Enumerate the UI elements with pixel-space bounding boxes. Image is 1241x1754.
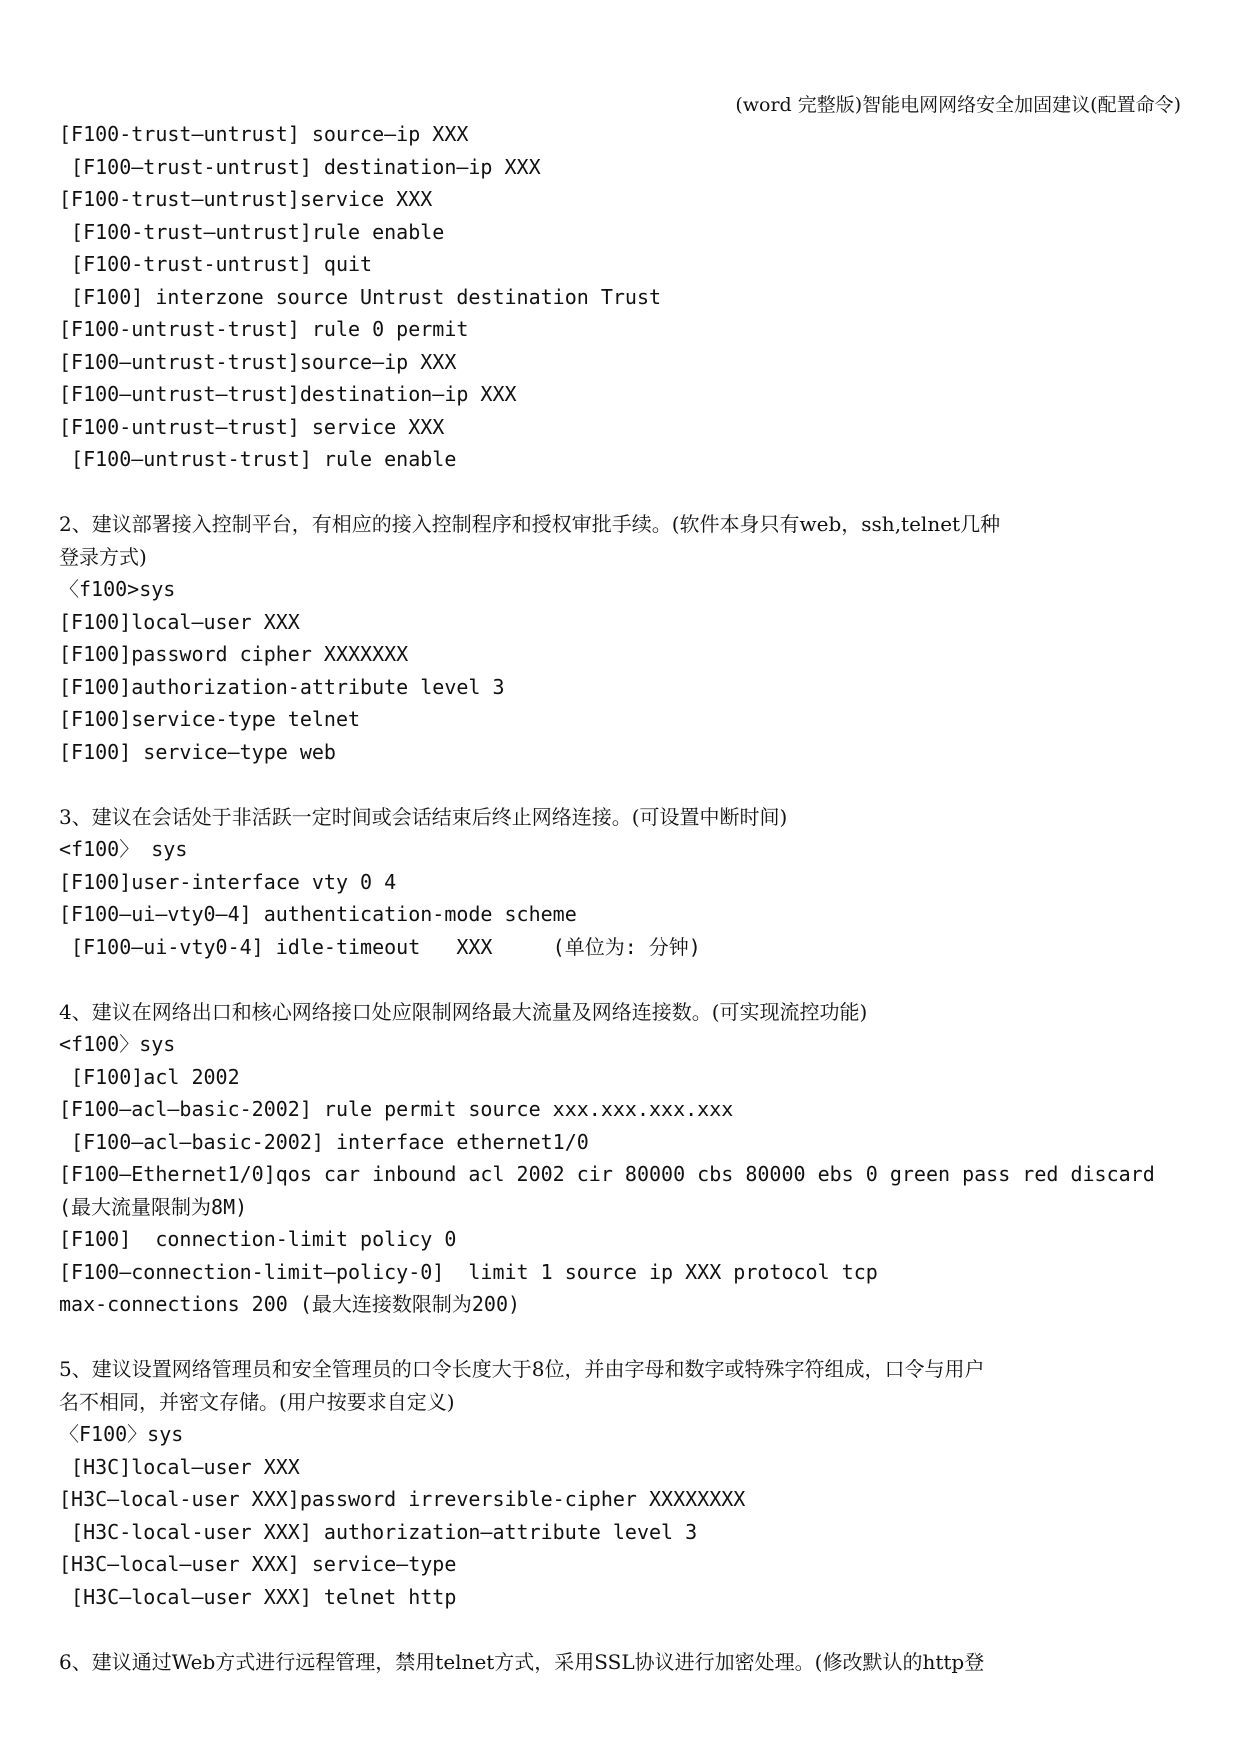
document-body <box>59 118 1184 1678</box>
code-line: [F100] connection-limit policy 0 <box>59 1227 457 1251</box>
section-heading: 5、建议设置网络管理员和安全管理员的口令长度大于8位，并由字母和数字或特殊字符组成，口令与用户 <box>59 1357 985 1381</box>
section-heading: 4、建议在网络出口和核心网络接口处应限制网络最大流量及网络连接数。(可实现流控功能) <box>59 999 868 1024</box>
code-line: (最大流量限制为8M) <box>59 1194 248 1219</box>
code-line: <f100〉 sys <box>59 837 188 861</box>
code-line: [F100—Ethernet1/0]qos car inbound acl 2002 cir 80000 cbs 80000 ebs 0 green pass red discard <box>59 1162 1155 1186</box>
section-heading: 6、建议通过Web方式进行远程管理，禁用telnet方式，采用SSL协议进行加密处理。(修改默认的http登 <box>59 1649 985 1674</box>
code-line: [H3C—local—user XXX] telnet http <box>59 1584 457 1609</box>
code-line: [H3C]local—user XXX <box>59 1454 300 1479</box>
code-line: [F100]acl 2002 <box>59 1064 240 1089</box>
code-line: [F100—connection-limit—policy-0] limit 1 source ip XXX protocol tcp <box>59 1259 878 1284</box>
code-line: 〈F100〉sys <box>59 1422 184 1446</box>
code-line: [F100]password cipher XXXXXXX <box>59 642 409 666</box>
config-block-5 <box>59 1353 1184 1613</box>
code-line: [F100-trust—untrust]service XXX <box>59 187 433 211</box>
page-header: (word 完整版)智能电网网络安全加固建议(配置命令) <box>735 94 1181 116</box>
code-line: [H3C-local-user XXX] authorization—attribute level 3 <box>59 1519 698 1544</box>
code-line: [F100—ui—vty0—4] authentication-mode scheme <box>59 902 577 926</box>
code-line: [F100-untrust—trust] service XXX <box>59 414 445 439</box>
code-line: [F100—untrust-trust] rule enable <box>59 447 457 471</box>
code-line: <f100〉sys <box>59 1032 176 1056</box>
code-line: [F100-trust—untrust]rule enable <box>59 219 445 244</box>
blank-line <box>59 476 1184 509</box>
blank-line <box>59 768 1184 801</box>
config-block-1 <box>59 118 1184 476</box>
code-line: [H3C—local-user XXX]password irreversible-cipher XXXXXXXX <box>59 1487 746 1511</box>
section-heading-cont: 登录方式) <box>59 544 147 569</box>
code-line: [F100-trust-untrust] quit <box>59 252 373 276</box>
code-line: 〈f100>sys <box>59 577 176 601</box>
code-line: [F100—trust-untrust] destination—ip XXX <box>59 154 541 179</box>
config-block-6 <box>59 1646 1184 1679</box>
code-line: [F100] service—type web <box>59 739 336 764</box>
code-line: [F100] interzone source Untrust destination Trust <box>59 284 662 309</box>
code-line: [F100]service-type telnet <box>59 707 361 731</box>
code-line: [F100—acl—basic-2002] interface ethernet1/0 <box>59 1129 589 1154</box>
code-line: [F100-untrust-trust] rule 0 permit <box>59 317 469 341</box>
config-block-2 <box>59 508 1184 768</box>
code-line: [F100]local—user XXX <box>59 609 300 634</box>
config-block-4 <box>59 996 1184 1321</box>
code-line: [H3C—local—user XXX] service—type <box>59 1552 457 1576</box>
code-line: [F100]user-interface vty 0 4 <box>59 869 397 894</box>
blank-line <box>59 1321 1184 1354</box>
code-line: [F100]authorization-attribute level 3 <box>59 674 505 699</box>
section-heading: 3、建议在会话处于非活跃一定时间或会话结束后终止网络连接。(可设置中断时间) <box>59 804 788 829</box>
section-heading-cont: 名不相同，并密文存储。(用户按要求自定义) <box>59 1389 455 1414</box>
code-line: [F100-trust—untrust] source—ip XXX <box>59 122 469 146</box>
blank-line <box>59 1613 1184 1646</box>
code-line: max-connections 200 (最大连接数限制为200) <box>59 1292 521 1316</box>
code-line: [F100—ui-vty0-4] idle-timeout XXX (单位为: 分钟) <box>59 934 701 959</box>
blank-line <box>59 963 1184 996</box>
code-line: [F100—untrust-trust]source—ip XXX <box>59 349 457 374</box>
code-line: [F100—untrust—trust]destination—ip XXX <box>59 382 517 406</box>
config-block-3 <box>59 801 1184 964</box>
section-heading: 2、建议部署接入控制平台，有相应的接入控制程序和授权审批手续。(软件本身只有web，ssh,telnet几种 <box>59 512 1001 536</box>
code-line: [F100—acl—basic-2002] rule permit source xxx.xxx.xxx.xxx <box>59 1097 734 1121</box>
